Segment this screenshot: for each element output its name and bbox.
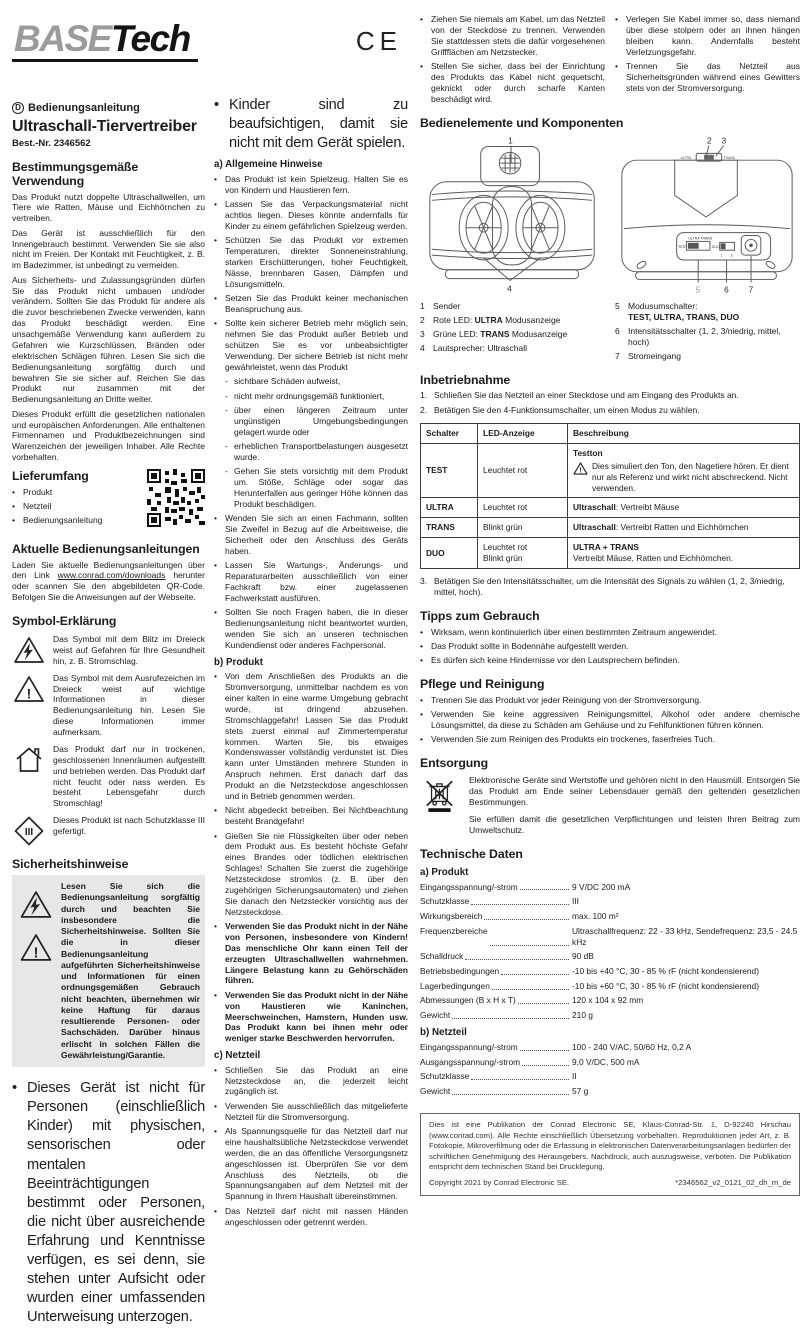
component-list-left [420, 298, 605, 362]
component-item: 3 Grüne LED: TRANS Modusanzeige [420, 328, 568, 339]
col-header-description: Beschreibung [568, 423, 800, 443]
svg-text:!: ! [579, 467, 582, 475]
mode-row-test: TEST Leuchtet rot Testton ! Dies simuliert den Ton, den Nagetiere hören. Er dient nur als Referenz und wirkt nicht abschreckend. Nicht verwenden. [421, 443, 800, 498]
svg-text:TRANS: TRANS [723, 155, 735, 160]
device-rear-diagram [616, 134, 798, 294]
indoor-use-house-icon [12, 744, 46, 774]
sub-bullet-item: - sichtbare Schäden aufweist, [214, 376, 408, 387]
heading-general-notes: a) Allgemeine Hinweise [214, 159, 323, 171]
bullet-item: • Wirksam, wenn kontinuierlich über einen bestimmten Zeitraum angewendet. [420, 627, 800, 638]
column-3 [420, 10, 800, 1188]
symbol-text: Das Symbol mit dem Blitz im Dreieck weist auf Gefahren für Ihre Gesundheit hin, z. B. Stromschlag. [53, 634, 205, 666]
mode-table-header-row [421, 423, 800, 443]
psu-notes-continued [420, 14, 800, 105]
spec-row: Schutzklasse III [420, 896, 579, 907]
setup-step: 3. Betätigen Sie den Intensitätsschalter, um die Intensität des Signals zu wählen (1, 2, 3/niedrig, mittel, hoch). [420, 576, 785, 598]
bullet-item: • Das Netzteil darf nicht mit nassen Händen angeschlossen oder getrennt werden. [214, 1206, 408, 1228]
bullet-item: • Trennen Sie das Produkt vor jeder Reinigung von der Stromversorgung. [420, 695, 800, 706]
sub-bullet-item: - nicht mehr ordnungsgemäß funktioniert, [214, 391, 408, 402]
svg-text:DUO: DUO [711, 244, 720, 249]
symbol-text: Dieses Produkt ist nach Schutzklasse III gefertigt. [53, 815, 205, 836]
lightning-triangle-icon [19, 889, 53, 920]
bullet-item: • Schließen Sie das Produkt an eine Netzsteckdose an, die jederzeit leicht zugänglich ist. [214, 1065, 408, 1098]
bullet-item: • Verwenden Sie zum Reinigen des Produkts ein trockenes, faserfreies Tuch. [420, 734, 800, 745]
publisher-footer-box [420, 1113, 800, 1196]
setup-step: 2. Betätigen Sie den 4-Funktionsumschalter, um einen Modus zu wählen. [420, 404, 700, 415]
warning-triangle-icon [573, 462, 588, 475]
component-list [420, 298, 800, 362]
spec-row: Ausgangsspannung/-strom 9,0 V/DC, 500 mA [420, 1056, 640, 1067]
heading-components: Bedienelemente und Komponenten [420, 115, 624, 130]
safety-notice-box [12, 875, 205, 1067]
safety-bullet-large: • Kinder sind zu beaufsichtigen, damit sie nicht mit dem Gerät spielen. [214, 96, 408, 153]
component-item: 2 Rote LED: ULTRA Modusanzeige [420, 314, 561, 325]
disposal-texts [469, 775, 800, 835]
svg-text:4: 4 [507, 282, 512, 293]
safety-box-text: Lesen Sie sich die Bedienungsanleitung sorgfältig durch und beachten Sie insbesondere die Sicherheitshinweise. Sollten Sie die in dieser Bedienungsanleitung aufgeführten Sicherheitshinweise und Informationen für einen ordnungsgemäßen Gebrauch nicht beachten, übernehmen wir keine Haftung für daraus resultierende Personen- oder Sachschäden. Darüber hinaus erlischt in solchen Fällen die Gewährleistung/Garantie. [61, 881, 200, 1060]
disposal-section [420, 775, 800, 835]
ce-mark: CE [355, 26, 402, 56]
intended-use-p4: Dieses Produkt erfüllt die gesetzlichen nationalen und europäischen Anforderungen. Alle enthaltenen Firmennamen und Produktbezeichnungen sind Warenzeichen der jeweiligen Inhaber. Alle Rechte vorbehalten. [12, 408, 205, 463]
crossed-out-bin-icon [420, 775, 460, 835]
bullet-item: • Als Spannungsquelle für das Netzteil darf nur eine haushaltsübliche Netzsteckdose verwendet werden, die an das öffentliche Versorgungsnetz angeschlossen ist. Überprüfen Sie vor dem Anschluss des Netzteils, ob die Spannungsangaben auf dem Netzteil mit der Spannung in Ihrem Haushalt übereinstimmen. [214, 1126, 408, 1202]
device-diagrams [420, 134, 800, 294]
heading-disposal: Entsorgung [420, 756, 488, 771]
symbol-text: Das Produkt darf nur in trockenen, geschlossenen Innenräumen aufgestellt und betrieben werden. Das Produkt darf nicht feucht oder nass werden. Es besteht Lebensgefahr durch Stromschlag! [53, 743, 205, 809]
exclamation-triangle-icon [19, 932, 53, 963]
doc-type-label: Bedienungsanleitung [28, 102, 140, 114]
svg-text:3: 3 [721, 135, 727, 146]
left-region [12, 10, 408, 1326]
safety-bullet-large: • Dieses Gerät ist nicht für Personen (einschließlich Kinder) mit physischen, sensorischen oder mentalen Beeinträchtigungen bestimmt oder Personen, die nicht über ausreichende Erfahrung und Kenntnisse verfügen, es sei denn, sie stehen unter Aufsicht oder wurden einer umfassenden Unterweisung unterzogen. [12, 1079, 205, 1327]
delivery-section [12, 469, 205, 531]
svg-text:3: 3 [730, 253, 733, 258]
bullet-item: • Wenden Sie sich an einen Fachmann, sollten Sie Zweifel in Bezug auf die Arbeitsweise, die Sicherheit oder den Anschluss des Geräts haben. [214, 513, 408, 557]
heading-tech-data: Technische Daten [420, 846, 523, 861]
spec-row: Abmessungen (B x H x T) 120 x 104 x 92 mm [420, 995, 644, 1006]
heading-current-manuals: Aktuelle Bedienungsanleitungen [12, 542, 200, 556]
intended-use-p3: Aus Sicherheits- und Zulassungsgründen dürfen Sie das Produkt nicht umbauen und/oder verändern. Sollten Sie das Produkt für andere als die zuvor beschriebenen Zwecke verwenden, kann das Produkt beschädigt werden. Eine unsachgemäße Verwendung kann außerdem zu Gefahren wie Kurzschlüssen, Bränden oder elektrischen Schlägen führen. Lesen Sie sich die Bedienungsanleitung sorgfältig durch und bewahren Sie sie sicher auf. Reichen Sie das Produkt nur zusammen mit der Bedienungsanleitung an Dritte weiter. [12, 274, 205, 405]
spec-row: Eingangsspannung/-strom 9 V/DC 200 mA [420, 881, 631, 892]
bullet-item: • Verwenden Sie das Produkt nicht in der Nähe von Personen, insbesondere von Kindern! Das menschliche Ohr kann einen Teil der erzeugten Ultraschallwellen wahrnehmen. Längere Belastung kann zu Gehörschäden führen. [214, 921, 408, 986]
delivery-item: • Produkt [12, 487, 141, 498]
heading-symbols: Symbol-Erklärung [12, 614, 117, 628]
heading-care: Pflege und Reinigung [420, 677, 545, 692]
sub-bullet-item: - erheblichen Transportbelastungen ausgesetzt wurde. [214, 441, 408, 463]
mode-row-ultra: ULTRA Leuchtet rot Ultraschall: Vertreibt Mäuse [421, 498, 800, 518]
spec-row: Wirkungsbereich max. 100 m² [420, 910, 619, 921]
component-item: 1 Sender [420, 300, 461, 311]
bullet-item: • Sollte kein sicherer Betrieb mehr möglich sein, nehmen Sie das Produkt außer Betrieb und schützen Sie es vor unbeabsichtigter Verwendung. Der sichere Betrieb ist nicht mehr gewährleistet, wenn das Produkt [214, 318, 408, 372]
lightning-triangle-icon [12, 634, 46, 665]
mode-row-trans: TRANS Blinkt grün Ultraschall: Vertreibt Ratten und Eichhörnchen [421, 518, 800, 538]
disposal-p2: Sie erfüllen damit die gesetzlichen Verpflichtungen und leisten Ihren Beitrag zum Umweltschutz. [469, 813, 800, 835]
two-columns [12, 88, 408, 1328]
svg-text:6: 6 [724, 283, 729, 294]
exclamation-triangle-icon [12, 673, 46, 704]
mode-table [420, 423, 800, 569]
bullet-item: • Verlegen Sie Kabel immer so, dass niemand über diese stolpern oder an ihnen hängen bleiben kann. Andernfalls besteht Verletzungsgefahr. [615, 14, 800, 58]
svg-text:TEST: TEST [678, 244, 688, 249]
bullet-item: • Das Produkt sollte in Bodennähe aufgestellt werden. [420, 641, 800, 652]
col-header-switch: Schalter [421, 423, 478, 443]
heading-tech-product: a) Produkt [420, 866, 469, 878]
copyright-text: Copyright 2021 by Conrad Electronic SE. [429, 1178, 570, 1188]
symbol-text: Das Symbol mit dem Ausrufezeichen im Dreieck weist auf wichtige Informationen in dieser Bedienungsanleitung hin. Lesen Sie diese Informationen immer aufmerksam. [53, 672, 205, 737]
bullet-item: • Ziehen Sie niemals am Kabel, um das Netzteil von der Steckdose zu trennen. Verwenden Sie stattdessen stets die dafür vorgesehenen Griffflächen am Netzstecker. [420, 14, 605, 58]
heading-product-notes: b) Produkt [214, 656, 263, 668]
spec-row: Lagerbedingungen -10 bis +60 °C, 30 - 85 % rF (nicht kondensierend) [420, 980, 759, 991]
document-code: *2346562_v2_0121_02_dh_m_de [675, 1178, 791, 1188]
heading-delivery: Lieferumfang [12, 469, 89, 483]
bullet-item: • Verwenden Sie keine aggressiven Reinigungsmittel, Alkohol oder andere chemische Lösungsmittel, da diese zu Schäden am Gehäuse und zu Fehlfunktionen führen können. [420, 709, 800, 731]
bullet-item: • Von dem Anschließen des Produkts an die Stromversorgung, unmittelbar nachdem es von einer kalten in eine warme Umgebung gebracht wurde, ist dringend abzusehen. Stromschlaggefahr! Lassen Sie das Produkt stets zuerst einmal auf Zimmertemperatur kommen. Warten Sie, bis etwaiges Kondenswasser vollständig verdunstet ist. Dies kann unter Umständen mehrere Stunden in Anspruch nehmen. Erst danach darf das Produkt an die Netzsteckdose angeschlossen und in Betrieb genommen werden. [214, 671, 408, 802]
footer-row [429, 1178, 791, 1189]
symbol-row [12, 815, 205, 846]
subcolumn-b [615, 14, 800, 105]
delivery-item: • Bedienungsanleitung [12, 515, 141, 526]
legal-text: Dies ist eine Publikation der Conrad Electronic SE, Klaus-Conrad-Str. 1, D-92240 Hirschau (www.conrad.com). Alle Rechte einschließlich Übersetzung vorbehalten. Reproduktionen jeder Art, z. B. Fotokopie, Mikroverfilmung oder die Erfassung in elektronischen Datenverarbeitungsanlagen bedürfen der schriftlichen Genehmigung des Herausgebers. Nachdruck, auch auszugsweise, verboten. Die Publikation entspricht dem technischen Stand bei Drucklegung. [429, 1119, 791, 1172]
symbol-row [12, 744, 205, 809]
bullet-item: • Nicht abgedeckt betreiben. Bei Nichtbeachtung besteht Brandgefahr! [214, 805, 408, 827]
column-1 [12, 88, 205, 1328]
bullet-item: • Stellen Sie sicher, dass bei der Einrichtung des Produkts das Kabel nicht gequetscht, geknickt oder durch scharfe Kanten beschädigt wird. [420, 61, 605, 105]
safety-box-icons [17, 881, 55, 1061]
svg-text:ULTRA TRANS: ULTRA TRANS [688, 235, 713, 240]
mode-row-duo: DUO Leuchtet rot Blinkt grün ULTRA + TRANS Vertreibt Mäuse, Ratten und Eichhörnchen. [421, 538, 800, 569]
page-title: Ultraschall-Tiervertreiber [12, 118, 197, 135]
svg-text:2: 2 [707, 135, 712, 146]
component-item: 7 Stromeingang [615, 350, 681, 361]
bullet-item: • Verwenden Sie das Produkt nicht in der Nähe von Haustieren wie Kaninchen, Meerschweinchen, Hamstern, Hunden usw. Das Produkt kann bei ihnen mehr oder weniger starke Beschwerden hervorrufen. [214, 990, 408, 1044]
svg-text:1: 1 [720, 253, 723, 258]
component-list-right [615, 298, 800, 362]
bullet-item: • Sollten Sie noch Fragen haben, die in dieser Bedienungsanleitung nicht beantwortet wurden, wenden Sie sich an unseren technischen Kundendienst oder anderes Fachpersonal. [214, 607, 408, 651]
logo-tech: Tech [110, 18, 190, 59]
subcolumn-a [420, 14, 605, 105]
spec-row: Schutzklasse II [420, 1071, 577, 1082]
spec-row: Frequenzbereiche Ultraschallfrequenz: 22 - 33 kHz, Sendefrequenz: 23,5 - 24.5 kHz [420, 925, 798, 947]
bullet-item: • Lassen Sie Wartungs-, Änderungs- und Reparaturarbeiten ausschließlich von einer Fachkraft bzw. einer zugelassenen Fachwerkstatt ausführen. [214, 560, 408, 604]
svg-text:!: ! [26, 685, 32, 702]
delivery-item: • Netzteil [12, 501, 141, 512]
spec-row: Gewicht 57 g [420, 1086, 589, 1097]
logo-base: BASE [14, 18, 111, 59]
bullet-item: • Trennen Sie das Netzteil aus Sicherheitsgründen während eines Gewitters stets von der Stromversorgung. [615, 61, 800, 94]
spec-row: Schalldruck 90 dB [420, 951, 594, 962]
order-number: Best.-Nr. 2346562 [12, 138, 91, 149]
disposal-p1: Elektronische Geräte sind Wertstoffe und gehören nicht in den Hausmüll. Entsorgen Sie das Produkt am Ende seiner Lebensdauer gemäß den geltenden gesetzlichen Bestimmungen. [469, 775, 800, 808]
svg-text:7: 7 [748, 283, 754, 294]
bullet-item: • Verwenden Sie ausschließlich das mitgelieferte Netzteil für die Stromversorgung. [214, 1101, 408, 1123]
heading-setup: Inbetriebnahme [420, 372, 511, 387]
heading-psu-notes: c) Netzteil [214, 1050, 261, 1062]
intended-use-p2: Das Gerät ist ausschließlich für den Innengebrauch bestimmt. Verwenden Sie sie also nicht im Freien. Der Kontakt mit Feuchtigkeit, z. B. im Badezimmer, ist unbedingt zu vermeiden. [12, 227, 205, 271]
heading-tech-psu: b) Netzteil [420, 1027, 467, 1039]
component-item: 4 Lautsprecher: Ultraschall [420, 342, 528, 353]
svg-text:ULTRA: ULTRA [680, 155, 692, 160]
device-front-diagram [422, 134, 604, 294]
bullet-item: • Das Produkt ist kein Spielzeug. Halten Sie es von Kindern und Haustieren fern. [214, 174, 408, 196]
symbol-row [12, 673, 205, 738]
bullet-item: • Schützen Sie das Produkt vor extremen Temperaturen, direkter Sonneneinstrahlung, starken Erschütterungen, hoher Feuchtigkeit, Nässe, brennbaren Gasen, Dämpfen und Lösungsmitteln. [214, 235, 408, 289]
component-item: 5 Modusumschalter: TEST, ULTRA, TRANS, DUO [615, 300, 740, 322]
spec-row: Betriebsbedingungen -10 bis +40 °C, 30 - 85 % rF (nicht kondensierend) [420, 966, 759, 977]
column-2 [214, 88, 408, 1328]
protection-class-3-icon [12, 815, 46, 846]
test-warning: ! Dies simuliert den Ton, den Nagetiere hören. Er dient nur als Referenz und wirkt nicht abschreckend. Nicht verwenden. [573, 461, 794, 494]
basetech-logo [12, 16, 198, 62]
language-badge-icon: D [12, 102, 24, 114]
sub-bullet-item: - Gehen Sie stets vorsichtig mit dem Produkt um. Stöße, Schläge oder sogar das Herunterfallen aus geringer Höhe können das Produkt beschädigen. [214, 466, 408, 510]
doc-type-line [12, 102, 205, 114]
symbol-row [12, 634, 205, 667]
masthead [12, 10, 408, 74]
intended-use-p1: Das Produkt nutzt doppelte Ultraschallwellen, um Tiere wie Ratten, Mäuse und Eichhörnchen zu vertreiben. [12, 191, 205, 224]
heading-tips: Tipps zum Gebrauch [420, 609, 540, 624]
heading-intended-use: Bestimmungsgemäße Verwendung [12, 160, 139, 188]
spec-row: Eingangsspannung/-strom 100 - 240 V/AC, 50/60 Hz, 0,2 A [420, 1041, 692, 1052]
svg-text:1: 1 [508, 135, 513, 146]
bullet-item: • Es dürfen sich keine Hindernisse vor den Lautsprechern befinden. [420, 655, 800, 666]
qr-code [147, 469, 205, 527]
component-item: 6 Intensitätsschalter (1, 2, 3/niedrig, mittel, hoch) [615, 325, 781, 347]
svg-text:III: III [24, 827, 34, 839]
heading-safety: Sicherheitshinweise [12, 857, 129, 872]
current-manuals-text: Laden Sie aktuelle Bedienungsanleitungen über den Link www.conrad.com/downloads herunter oder scannen Sie den abgebildeten QR-Code. Befolgen Sie die Anweisungen auf der Webseite. [12, 559, 205, 603]
setup-step: 1. Schließen Sie das Netzteil an einer Steckdose und am Eingang des Produkts an. [420, 390, 739, 401]
spec-row: Gewicht 210 g [420, 1010, 593, 1021]
bullet-item: • Setzen Sie das Produkt keiner mechanischen Beanspruchung aus. [214, 293, 408, 315]
bullet-item: • Gießen Sie nie Flüssigkeiten über oder neben dem Produkt aus. Es besteht höchste Gefahr eines Brandes oder tödlichen elektrischen Schlages! Schalten Sie zuerst die zugehörige Netzsteckdose stromlos (z. B. über den zugehörigen Sicherungsautomaten) und ziehen Sie danach den Netzstecker vorsichtig aus der Netzsteckdose. [214, 831, 408, 918]
col-header-led: LED-Anzeige [478, 423, 568, 443]
sub-bullet-item: - über einen längeren Zeitraum unter ungünstigen Umgebungsbedingungen gelagert wurde oder [214, 405, 408, 438]
svg-text:5: 5 [695, 283, 701, 294]
bullet-item: • Lassen Sie das Verpackungsmaterial nicht achtlos liegen. Dieses könnte andernfalls für Kinder zu einem gefährlichen Spielzeug werden. [214, 199, 408, 232]
svg-text:!: ! [33, 945, 39, 962]
downloads-link[interactable]: www.conrad.com/downloads [57, 570, 166, 581]
